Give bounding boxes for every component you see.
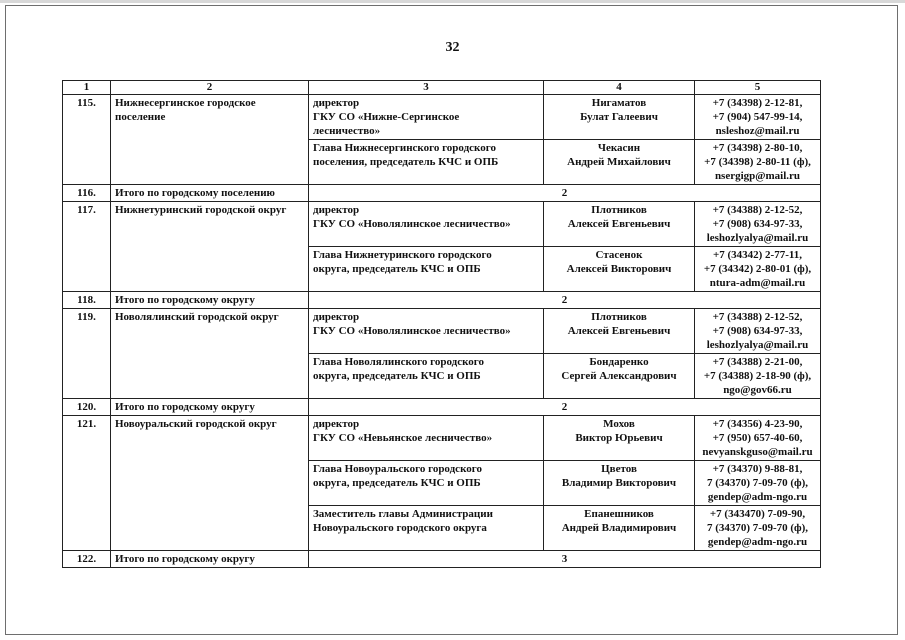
contacts-cell-line: 7 (34370) 7-09-70 (ф), (706, 522, 809, 534)
municipality-name: Нижнесергинское городское поселение (111, 95, 309, 185)
position-cell (309, 140, 544, 185)
position-cell-line: округа, председатель КЧС и ОПБ (313, 370, 481, 382)
column-header: 1 (63, 81, 111, 95)
position-cell-line: директор (313, 97, 360, 109)
person-cell-line: Плотников (591, 311, 647, 323)
person-cell-line: Андрей Владимирович (561, 522, 677, 534)
table-body (63, 95, 821, 568)
position-cell (309, 506, 544, 551)
position-cell-line: директор (313, 204, 360, 216)
contacts-cell-line: nsergigp@mail.ru (714, 170, 801, 182)
row-number: 122. (63, 551, 111, 568)
contacts-cell-line: +7 (34342) 2-77-11, (712, 249, 803, 261)
total-label: Итого по городскому округу (111, 551, 309, 568)
person-cell-line: Бондаренко (589, 356, 649, 368)
total-value: 2 (309, 292, 821, 309)
row-number: 121. (63, 416, 111, 551)
row-number: 115. (63, 95, 111, 185)
contacts-cell-line: +7 (343470) 7-09-90, (709, 508, 806, 520)
contacts-cell-line: ngo@gov66.ru (723, 384, 792, 396)
row-number: 120. (63, 399, 111, 416)
total-value: 3 (309, 551, 821, 568)
column-header: 2 (111, 81, 309, 95)
contacts-cell-line: +7 (34342) 2-80-01 (ф), (703, 263, 812, 275)
contacts-cell (695, 309, 821, 354)
table-row (63, 309, 821, 354)
contacts-cell (695, 202, 821, 247)
position-cell-line: Заместитель главы Администрации (313, 508, 493, 520)
contacts-cell-line: +7 (908) 634-97-33, (712, 325, 803, 337)
total-row (63, 185, 821, 202)
person-cell-line: Чекасин (597, 142, 641, 154)
total-row (63, 551, 821, 568)
position-cell-line: округа, председатель КЧС и ОПБ (313, 477, 481, 489)
person-cell (544, 309, 695, 354)
contacts-cell-line: +7 (34356) 4-23-90, (712, 418, 803, 430)
contacts-cell-line: 7 (34370) 7-09-70 (ф), (706, 477, 809, 489)
contacts-cell-line: ntura-adm@mail.ru (709, 277, 806, 289)
person-cell-line: Алексей Евгеньевич (567, 325, 671, 337)
position-cell-line: Глава Новоуральского городского (313, 463, 482, 475)
person-cell-line: Андрей Михайлович (567, 156, 671, 168)
row-number: 118. (63, 292, 111, 309)
contacts-cell (695, 416, 821, 461)
contacts-cell-line: +7 (34398) 2-80-11 (ф), (704, 156, 811, 168)
person-cell (544, 95, 695, 140)
total-row (63, 292, 821, 309)
person-cell-line: Епанешников (584, 508, 654, 520)
contacts-cell (695, 506, 821, 551)
contacts-cell (695, 95, 821, 140)
contacts-cell-line: +7 (34388) 2-21-00, (712, 356, 803, 368)
person-cell-line: Цветов (601, 463, 637, 475)
municipality-name: Новоуральский городской округ (111, 416, 309, 551)
person-cell-line: Булат Галеевич (580, 111, 658, 123)
position-cell-line: ГКУ СО «Невьянское лесничество» (313, 432, 493, 444)
contacts-cell-line: +7 (904) 547-99-14, (712, 111, 803, 123)
position-cell-line: ГКУ СО «Нижне-Сергинское (313, 111, 460, 123)
total-row (63, 399, 821, 416)
contacts-cell-line: +7 (950) 657-40-60, (712, 432, 803, 444)
person-cell-line: Виктор Юрьевич (575, 432, 663, 444)
total-value: 2 (309, 399, 821, 416)
contacts-cell (695, 354, 821, 399)
contacts-cell (695, 140, 821, 185)
position-cell (309, 309, 544, 354)
person-cell-line: Плотников (591, 204, 647, 216)
position-cell-line: ГКУ СО «Новолялинское лесничество» (313, 218, 511, 230)
person-cell-line: Мохов (603, 418, 635, 430)
person-cell-line: Стасенок (595, 249, 643, 261)
column-header: 3 (309, 81, 544, 95)
person-cell-line: Владимир Викторович (561, 477, 677, 489)
person-cell (544, 202, 695, 247)
person-cell (544, 461, 695, 506)
contacts-cell-line: leshozlyalya@mail.ru (706, 339, 809, 351)
position-cell-line: лесничество» (313, 125, 381, 137)
table-row (63, 416, 821, 461)
contacts-cell (695, 247, 821, 292)
position-cell (309, 95, 544, 140)
contacts-cell-line: +7 (34388) 2-12-52, (712, 311, 803, 323)
person-cell-line: Алексей Викторович (566, 263, 672, 275)
contacts-cell-line: +7 (908) 634-97-33, (712, 218, 803, 230)
contacts-cell-line: +7 (34388) 2-18-90 (ф), (703, 370, 812, 382)
contacts-cell-line: gendep@adm-ngo.ru (707, 536, 808, 548)
total-value: 2 (309, 185, 821, 202)
position-cell (309, 416, 544, 461)
position-cell-line: Глава Новолялинского городского (313, 356, 485, 368)
total-label: Итого по городскому округу (111, 292, 309, 309)
row-number: 119. (63, 309, 111, 399)
contacts-cell-line: nsleshoz@mail.ru (715, 125, 800, 137)
person-cell-line: Нигаматов (591, 97, 647, 109)
position-cell-line: поселения, председатель КЧС и ОПБ (313, 156, 499, 168)
contacts-cell-line: nevyanskguso@mail.ru (702, 446, 813, 458)
position-cell (309, 202, 544, 247)
position-cell-line: Новоуральского городского округа (313, 522, 487, 534)
contacts-cell-line: leshozlyalya@mail.ru (706, 232, 809, 244)
contacts-cell (695, 461, 821, 506)
person-cell-line: Сергей Александрович (561, 370, 677, 382)
position-cell-line: округа, председатель КЧС и ОПБ (313, 263, 481, 275)
position-cell (309, 354, 544, 399)
position-cell (309, 247, 544, 292)
column-header: 4 (544, 81, 695, 95)
total-label: Итого по городскому округу (111, 399, 309, 416)
contacts-cell-line: +7 (34398) 2-80-10, (712, 142, 803, 154)
position-cell-line: Глава Нижнесергинского городского (313, 142, 496, 154)
row-number: 116. (63, 185, 111, 202)
person-cell (544, 247, 695, 292)
person-cell (544, 506, 695, 551)
table-header-row (63, 81, 821, 95)
total-label: Итого по городскому поселению (111, 185, 309, 202)
contacts-cell-line: gendep@adm-ngo.ru (707, 491, 808, 503)
municipality-name: Новолялинский городской округ (111, 309, 309, 399)
table-row (63, 95, 821, 140)
contacts-cell-line: +7 (34388) 2-12-52, (712, 204, 803, 216)
person-cell (544, 140, 695, 185)
contacts-cell-line: +7 (34398) 2-12-81, (712, 97, 803, 109)
column-header: 5 (695, 81, 821, 95)
table-row (63, 202, 821, 247)
contacts-table (62, 80, 821, 568)
row-number: 117. (63, 202, 111, 292)
position-cell-line: директор (313, 418, 360, 430)
person-cell (544, 354, 695, 399)
position-cell (309, 461, 544, 506)
municipality-name: Нижнетуринский городской округ (111, 202, 309, 292)
page-number: 32 (445, 40, 460, 55)
position-cell-line: Глава Нижнетуринского городского (313, 249, 492, 261)
page-edge (0, 0, 905, 3)
person-cell (544, 416, 695, 461)
contacts-cell-line: +7 (34370) 9-88-81, (712, 463, 803, 475)
position-cell-line: ГКУ СО «Новолялинское лесничество» (313, 325, 511, 337)
position-cell-line: директор (313, 311, 360, 323)
person-cell-line: Алексей Евгеньевич (567, 218, 671, 230)
